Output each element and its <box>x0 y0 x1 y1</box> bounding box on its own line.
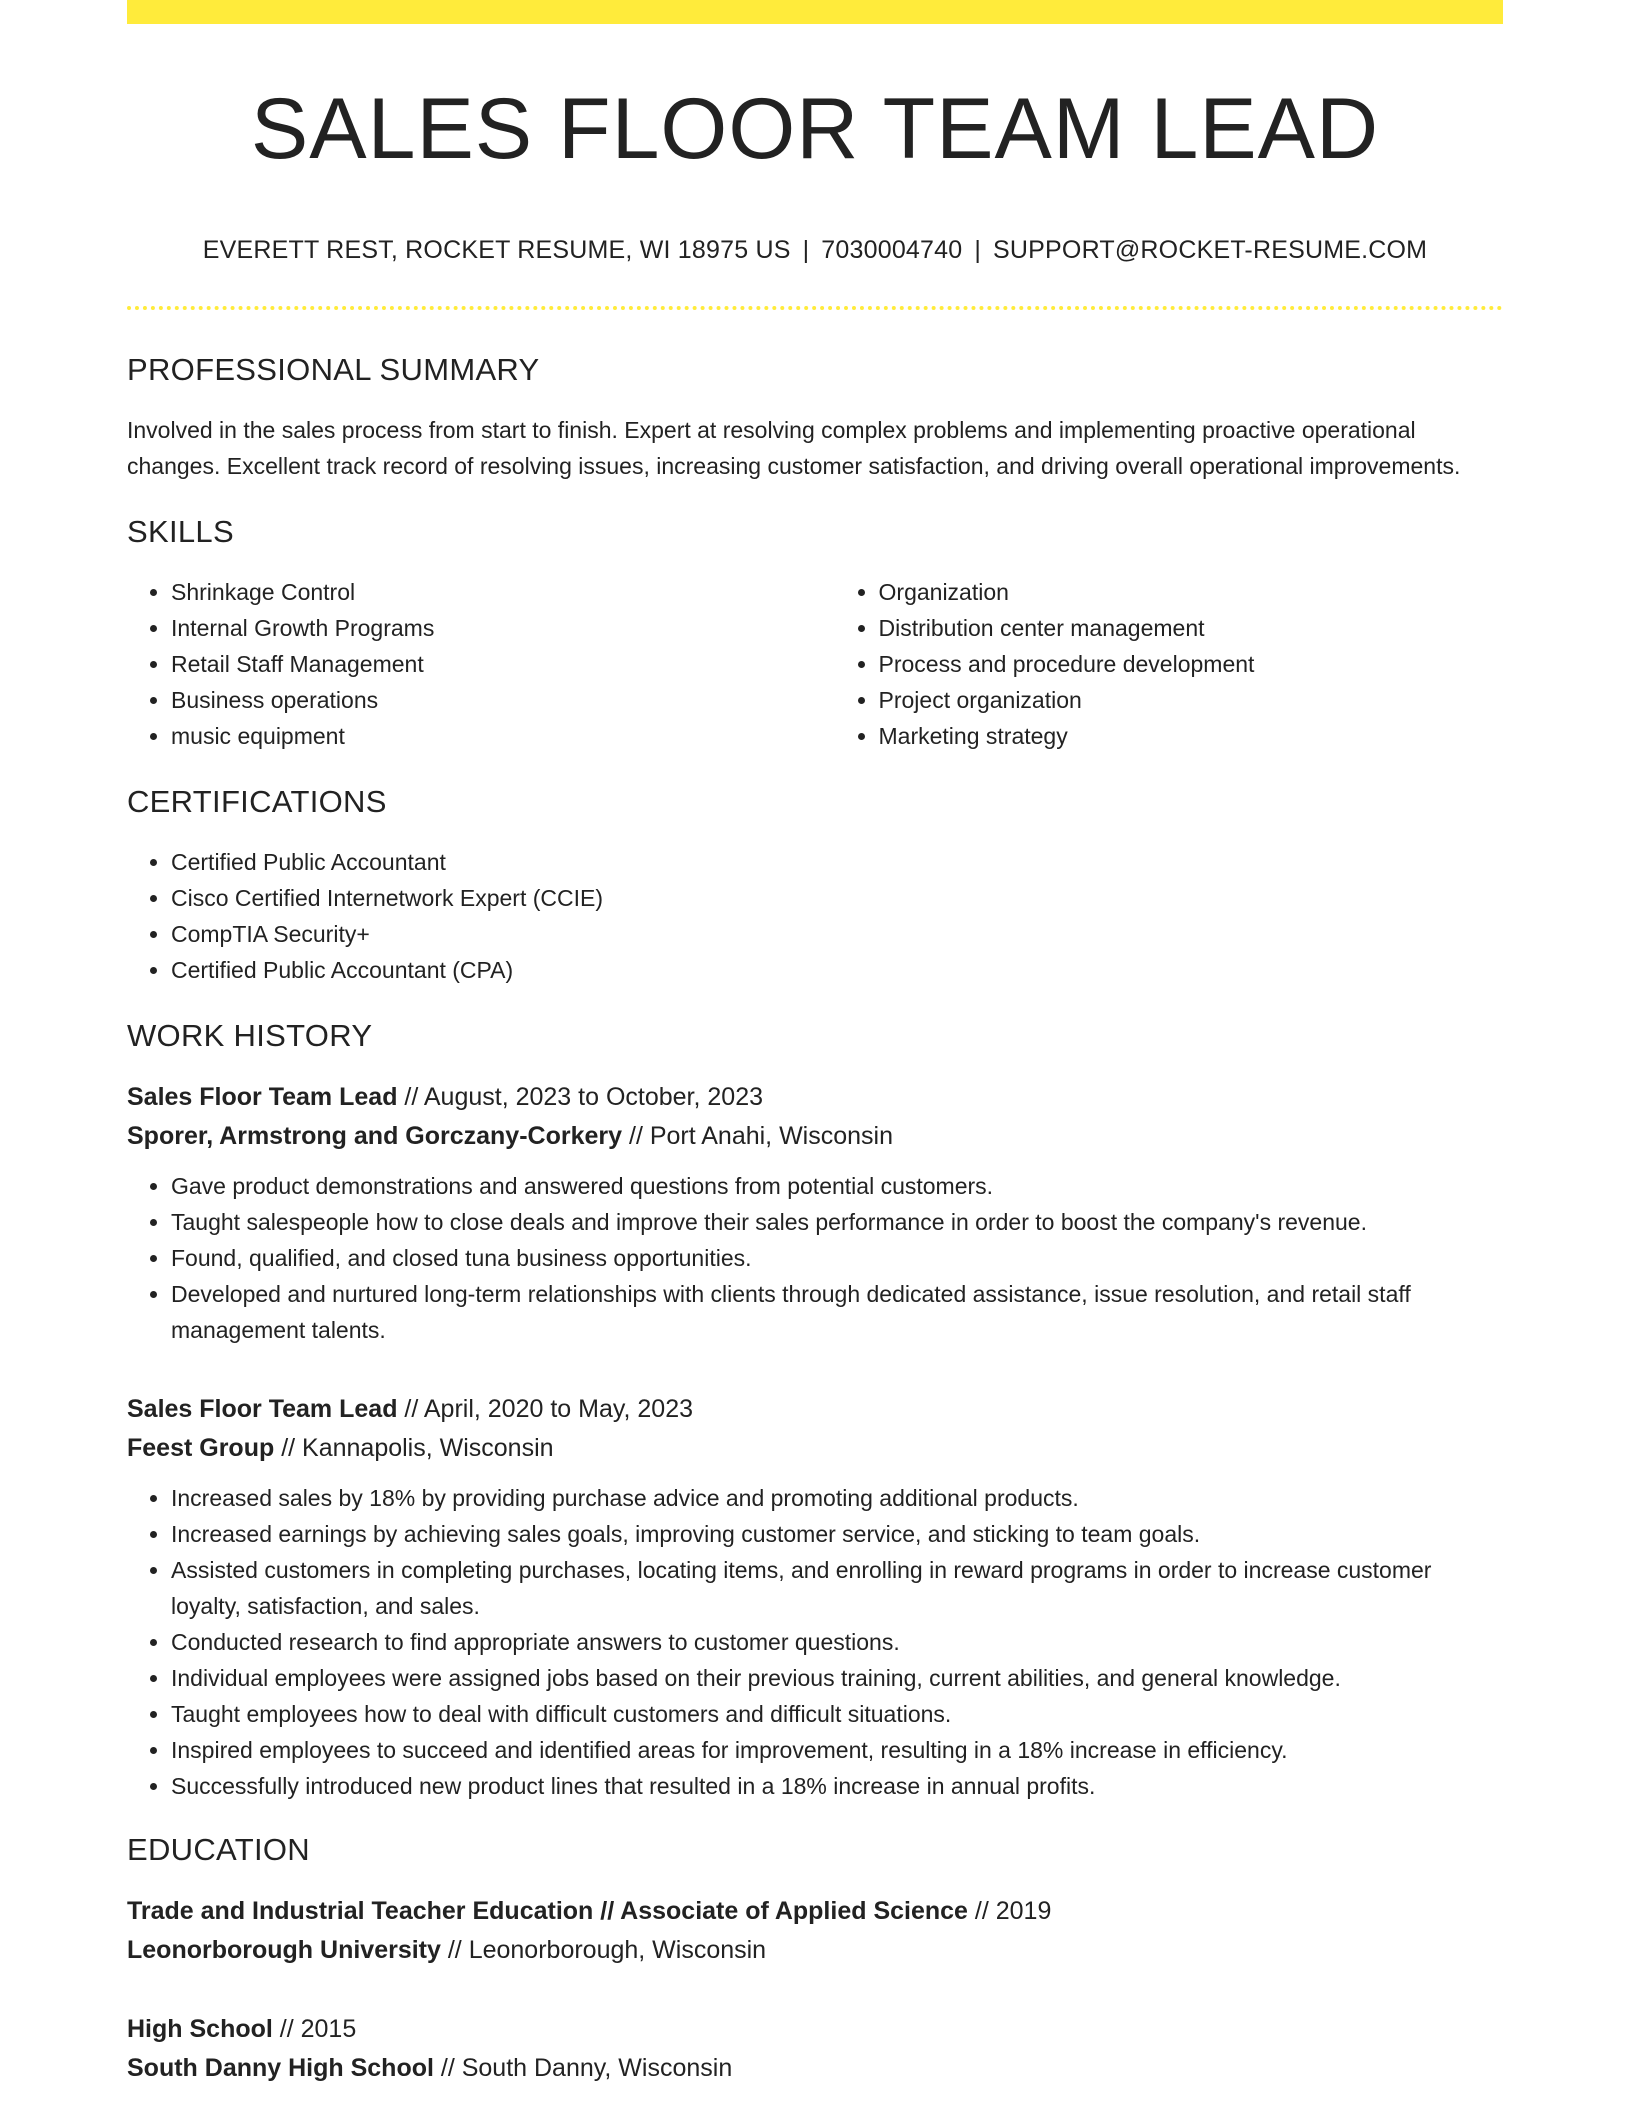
job-company: Feest Group <box>127 1434 275 1462</box>
job-role-line <box>127 1078 1503 1117</box>
education-school: South Danny High School <box>127 2054 434 2082</box>
summary-text: Involved in the sales process from start to finish. Expert at resolving complex problems and implementing proactive operational changes. Excellent track record of resolving issues, increasing customer satisfaction, and driving overall operational improvements. <box>127 417 1461 479</box>
education-degree: High School <box>127 2015 273 2043</box>
skill-item: • Distribution center management <box>879 610 1503 646</box>
education-location: // Leonorborough, Wisconsin <box>440 1936 767 1964</box>
separator: | <box>802 236 810 264</box>
job-location: // Port Anahi, Wisconsin <box>622 1122 893 1150</box>
skill-item: • Business operations <box>171 682 835 718</box>
accent-bar <box>127 0 1503 24</box>
education-year: // 2019 <box>967 1897 1052 1925</box>
job-role-line <box>127 1390 1503 1429</box>
job-company-line <box>127 1429 1503 1468</box>
contact-line <box>127 236 1503 265</box>
skill-item: • Shrinkage Control <box>171 574 835 610</box>
job-dates: // August, 2023 to October, 2023 <box>397 1083 764 1111</box>
education-location: // South Danny, Wisconsin <box>433 2054 733 2082</box>
section-title-work-history: WORK HISTORY <box>127 1018 373 1053</box>
education-entry <box>127 2010 1503 2088</box>
job-bullet: • Inspired employees to succeed and identified areas for improvement, resulting in a 18% increase in efficiency. <box>171 1732 1503 1768</box>
education-degree-line <box>127 1892 1503 1931</box>
job-dates: // April, 2020 to May, 2023 <box>397 1395 694 1423</box>
education-entry <box>127 1892 1503 1970</box>
section-title-certifications: CERTIFICATIONS <box>127 784 387 819</box>
certification-item: • CompTIA Security+ <box>171 916 1503 952</box>
phone: 7030004740 <box>821 236 963 264</box>
certification-item: • Certified Public Accountant (CPA) <box>171 952 1503 988</box>
job-bullet: • Taught salespeople how to close deals and improve their sales performance in order to boost the company's revenue. <box>171 1204 1503 1240</box>
skill-item: • Project organization <box>879 682 1503 718</box>
job-bullet: • Successfully introduced new product lines that resulted in a 18% increase in annual profits. <box>171 1768 1503 1804</box>
skill-item: • Internal Growth Programs <box>171 610 835 646</box>
education-school: Leonorborough University <box>127 1936 441 1964</box>
resume-title: SALES FLOOR TEAM LEAD <box>250 81 1380 177</box>
email: SUPPORT@ROCKET-RESUME.COM <box>993 236 1428 264</box>
education-degree: Trade and Industrial Teacher Education // Associate of Applied Science <box>127 1897 968 1925</box>
address: EVERETT REST, ROCKET RESUME, WI 18975 US <box>202 236 791 264</box>
education-school-line <box>127 1931 1503 1970</box>
job-bullet: • Developed and nurtured long-term relationships with clients through dedicated assistance, issue resolution, and retail staff management talents. <box>171 1276 1503 1348</box>
job-bullet: • Individual employees were assigned jobs based on their previous training, current abilities, and general knowledge. <box>171 1660 1503 1696</box>
skill-item: • Process and procedure development <box>879 646 1503 682</box>
skill-item: • Retail Staff Management <box>171 646 835 682</box>
job-bullets <box>127 1168 1503 1348</box>
education-school-line <box>127 2049 1503 2088</box>
dotted-divider <box>127 306 1503 310</box>
job-role: Sales Floor Team Lead <box>127 1083 398 1111</box>
job-bullet: • Increased earnings by achieving sales goals, improving customer service, and sticking to team goals. <box>171 1516 1503 1552</box>
job-entry <box>127 1390 1503 1804</box>
skills-right-list <box>835 574 1503 754</box>
education-year: // 2015 <box>272 2015 357 2043</box>
skill-item: • music equipment <box>171 718 835 754</box>
section-title-summary: PROFESSIONAL SUMMARY <box>127 352 540 387</box>
skill-item: • Marketing strategy <box>879 718 1503 754</box>
job-bullet: • Gave product demonstrations and answered questions from potential customers. <box>171 1168 1503 1204</box>
job-bullet: • Found, qualified, and closed tuna business opportunities. <box>171 1240 1503 1276</box>
certifications-list <box>127 844 1503 988</box>
job-location: // Kannapolis, Wisconsin <box>274 1434 554 1462</box>
skills-left-list <box>127 574 835 754</box>
job-bullet: • Conducted research to find appropriate answers to customer questions. <box>171 1624 1503 1660</box>
certification-item: • Cisco Certified Internetwork Expert (CCIE) <box>171 880 1503 916</box>
certification-item: • Certified Public Accountant <box>171 844 1503 880</box>
job-role: Sales Floor Team Lead <box>127 1395 398 1423</box>
job-bullet: • Increased sales by 18% by providing purchase advice and promoting additional products. <box>171 1480 1503 1516</box>
education-degree-line <box>127 2010 1503 2049</box>
job-bullet: • Taught employees how to deal with difficult customers and difficult situations. <box>171 1696 1503 1732</box>
job-company-line <box>127 1117 1503 1156</box>
skills-columns <box>127 574 1503 754</box>
job-bullet: • Assisted customers in completing purchases, locating items, and enrolling in reward programs in order to increase customer loyalty, satisfaction, and sales. <box>171 1552 1503 1624</box>
section-title-education: EDUCATION <box>127 1832 310 1867</box>
section-title-skills: SKILLS <box>127 514 234 549</box>
resume-content <box>127 352 1503 2118</box>
skill-item: • Organization <box>879 574 1503 610</box>
job-company: Sporer, Armstrong and Gorczany-Corkery <box>127 1122 623 1150</box>
job-entry <box>127 1078 1503 1348</box>
job-bullets <box>127 1480 1503 1804</box>
separator: | <box>974 236 982 264</box>
